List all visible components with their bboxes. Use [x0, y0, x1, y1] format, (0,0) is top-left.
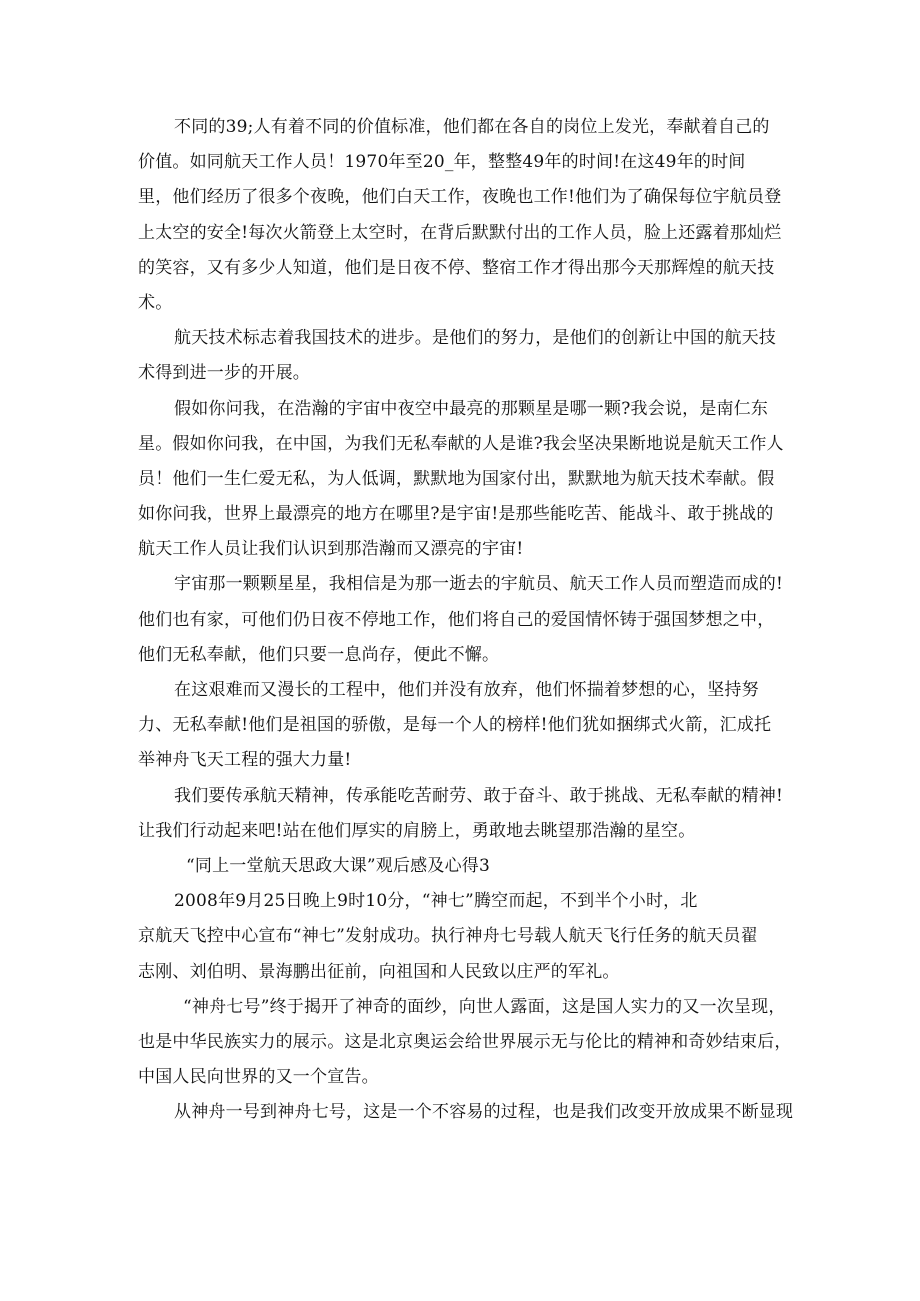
text-line: 在这艰难而又漫长的工程中，他们并没有放弃，他们怀揣着梦想的心，坚持努: [174, 680, 759, 700]
text-line: 如你问我，世界上最漂亮的地方在哪里?是宇宙!是那些能吃苦、能战斗、敢于挑战的: [138, 504, 774, 525]
text-line: 举神舟飞天工程的强大力量!: [138, 750, 352, 771]
document-body: [138, 110, 798, 1130]
text-line: 让我们行动起来吧!站在他们厚实的肩膀上，勇敢地去眺望那浩瀚的星空。: [138, 820, 696, 841]
text-line: 宇宙那一颗颗星星，我相信是为那一逝去的宇航员、航天工作人员而塑造而成的!: [174, 574, 784, 595]
text-line: 他们无私奉献，他们只要一息尚存，便此不懈。: [138, 644, 500, 665]
text-line: 上太空的安全!每次火箭登上太空时，在背后默默付出的工作人员，脸上还露着那灿烂: [138, 222, 782, 243]
text-line: 假如你问我，在浩瀚的宇宙中夜空中最亮的那颗星是哪一颗?我会说，是南仁东: [174, 398, 769, 419]
text-line: “神舟七号”终于揭开了神奇的面纱，向世人露面，这是国人实力的又一次呈现，: [183, 996, 786, 1017]
text-line: 术得到进一步的开展。: [138, 363, 310, 384]
text-line: 不同的39;人有着不同的价值标准，他们都在各自的岗位上发光，奉献着自己的: [174, 117, 770, 137]
text-line: 从神舟一号到神舟七号，这是一个不容易的过程，也是我们改变开放成果不断显现: [174, 1102, 794, 1123]
text-line: 我们要传承航天精神，传承能吃苦耐劳、敢于奋斗、敢于挑战、无私奉献的精神!: [174, 785, 784, 806]
text-line: 价值。如同航天工作人员！1970年至20_年，整整49年的时间!在这49年的时间: [138, 152, 746, 173]
text-line: 航天技术标志着我国技术的进步。是他们的努力，是他们的创新让中国的航天技: [174, 328, 776, 349]
text-line: 的笑容，又有多少人知道，他们是日夜不停、整宿工作才得出那今天那辉煌的航天技: [138, 257, 775, 278]
text-line: 力、无私奉献!他们是祖国的骄傲，是每一个人的榜样!他们犹如捆绑式火箭，汇成托: [138, 715, 772, 736]
text-line: 2008年9月25日晚上9时10分，“神七”腾空而起，不到半个小时，北: [174, 891, 698, 912]
text-line: 星。假如你问我，在中国，为我们无私奉献的人是谁?我会坚决果断地说是航天工作人: [138, 433, 784, 454]
text-line: 里，他们经历了很多个夜晚，他们白天工作，夜晚也工作!他们为了确保每位宇航员登: [138, 187, 782, 208]
section-title: “同上一堂航天思政大课”观后感及心得3: [186, 855, 490, 876]
text-line: 他们也有家，可他们仍日夜不停地工作，他们将自己的爱国情怀铸于强国梦想之中，: [138, 609, 775, 630]
text-line: 中国人民向世界的又一个宣告。: [138, 1067, 379, 1088]
text-line: 志刚、刘伯明、景海鹏出征前，向祖国和人民致以庄严的军礼。: [138, 961, 620, 982]
text-line: 也是中华民族实力的展示。这是北京奥运会给世界展示无与伦比的精神和奇妙结束后，: [138, 1031, 792, 1052]
text-line: 京航天飞控中心宣布“神七”发射成功。执行神舟七号载人航天飞行任务的航天员翟: [138, 926, 758, 947]
text-line: 员！他们一生仁爱无私，为人低调，默默地为国家付出，默默地为航天技术奉献。假: [138, 468, 775, 489]
text-line: 航天工作人员让我们认识到那浩瀚而又漂亮的宇宙!: [138, 539, 524, 560]
text-line: 术。: [138, 292, 173, 313]
